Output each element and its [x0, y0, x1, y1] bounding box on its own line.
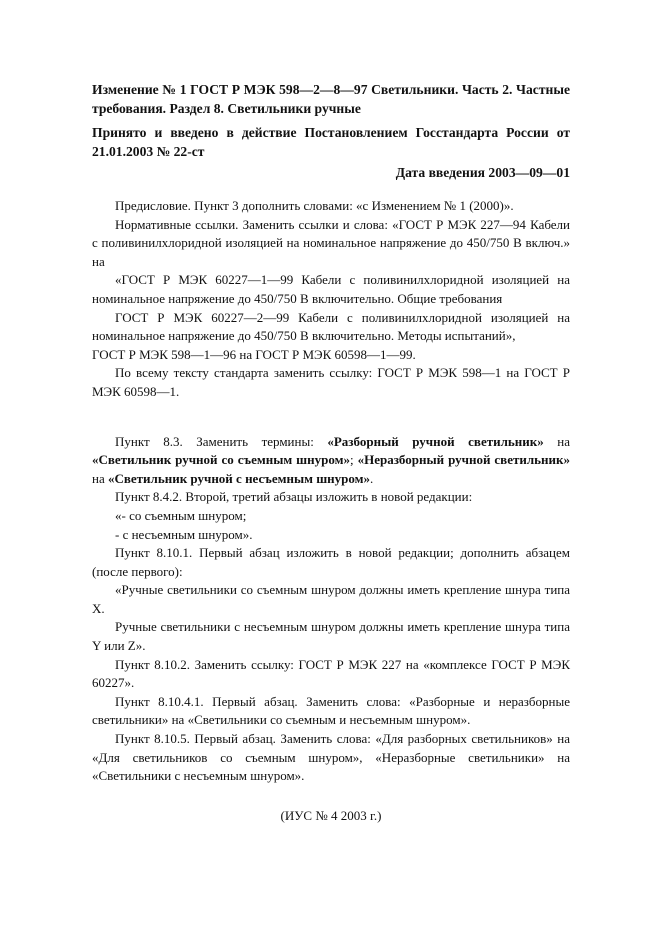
paragraph: - с несъемным шнуром». [115, 526, 253, 542]
text: ; [349, 452, 358, 468]
paragraph: По всему тексту стандарта заменить ссылку: ГОСТ Р МЭК 598—1 на ГОСТ Р МЭК 60598—1. [92, 365, 570, 399]
paragraph: «Ручные светильники со съемным шнуром должны иметь крепление шнура типа X. [92, 582, 570, 616]
effective-date: Дата введения 2003—09—01 [395, 165, 570, 180]
source-note: (ИУС № 4 2003 г.) [280, 807, 382, 823]
paragraph: Нормативные ссылки. Заменить ссылки и слова: «ГОСТ Р МЭК 227—94 Кабели с поливинилхлоридной изоляцией на номинальное напряжение до 450/750 В включ.» на [92, 216, 570, 269]
text: . [370, 470, 374, 486]
document-page [92, 80, 570, 825]
section-references [92, 197, 570, 402]
paragraph: Ручные светильники с несъемным шнуром должны иметь крепление шнура типа Y или Z». [92, 619, 570, 654]
paragraph: Пункт 8.4.2. Второй, третий абзацы изложить в новой редакции: [115, 489, 473, 505]
paragraph: «- со съемным шнуром; [115, 507, 247, 523]
paragraph-terms [92, 433, 570, 489]
text: Пункт 8.3. Заменить термины: [115, 433, 328, 449]
adoption-statement: Принято и введено в действие Постановлением Госстандарта России от 21.01.2003 № 22-ст [92, 125, 570, 159]
paragraph: Пункт 8.10.5. Первый абзац. Заменить слова: «Для разборных светильников» на «Для светильников со съемным шнуром», «Неразборные светильники» на «Светильники с несъемным шнуром». [92, 731, 570, 784]
term: «Светильник ручной с несъемным шнуром» [107, 470, 371, 486]
term: «Светильник ручной со съемным шнуром» [92, 452, 350, 468]
paragraph: Пункт 8.10.4.1. Первый абзац. Заменить слова: «Разборные и неразборные светильники» на «Светильники со съемным и несъемным шнуром». [92, 693, 570, 728]
paragraph: «ГОСТ Р МЭК 60227—1—99 Кабели с поливинилхлоридной изоляцией на номинальное напряжение до 450/750 В включительно. Общие требования [92, 272, 570, 306]
paragraph: ГОСТ Р МЭК 598—1—96 на ГОСТ Р МЭК 60598—1—99. [92, 346, 416, 362]
paragraph: Пункт 8.10.2. Заменить ссылку: ГОСТ Р МЭК 227 на «комплексе ГОСТ Р МЭК 60227». [92, 656, 570, 691]
term: «Неразборный ручной светильник» [357, 452, 570, 468]
section-terms [92, 433, 570, 786]
paragraph: Пункт 8.10.1. Первый абзац изложить в новой редакции; дополнить абзацем (после первого): [92, 545, 570, 579]
paragraph: ГОСТ Р МЭК 60227—2—99 Кабели с поливинилхлоридной изоляцией на номинальное напряжение до 450/750 В включительно. Методы испытаний», [92, 309, 570, 344]
text: на [92, 470, 108, 486]
paragraph: Предисловие. Пункт 3 дополнить словами: «с Изменением № 1 (2000)». [115, 198, 514, 213]
amendment-title: Изменение № 1 ГОСТ Р МЭК 598—2—8—97 Светильники. Часть 2. Частные требования. Раздел 8. Светильники ручные [92, 82, 570, 116]
text: на [543, 433, 570, 449]
term: «Разборный ручной светильник» [327, 433, 544, 449]
